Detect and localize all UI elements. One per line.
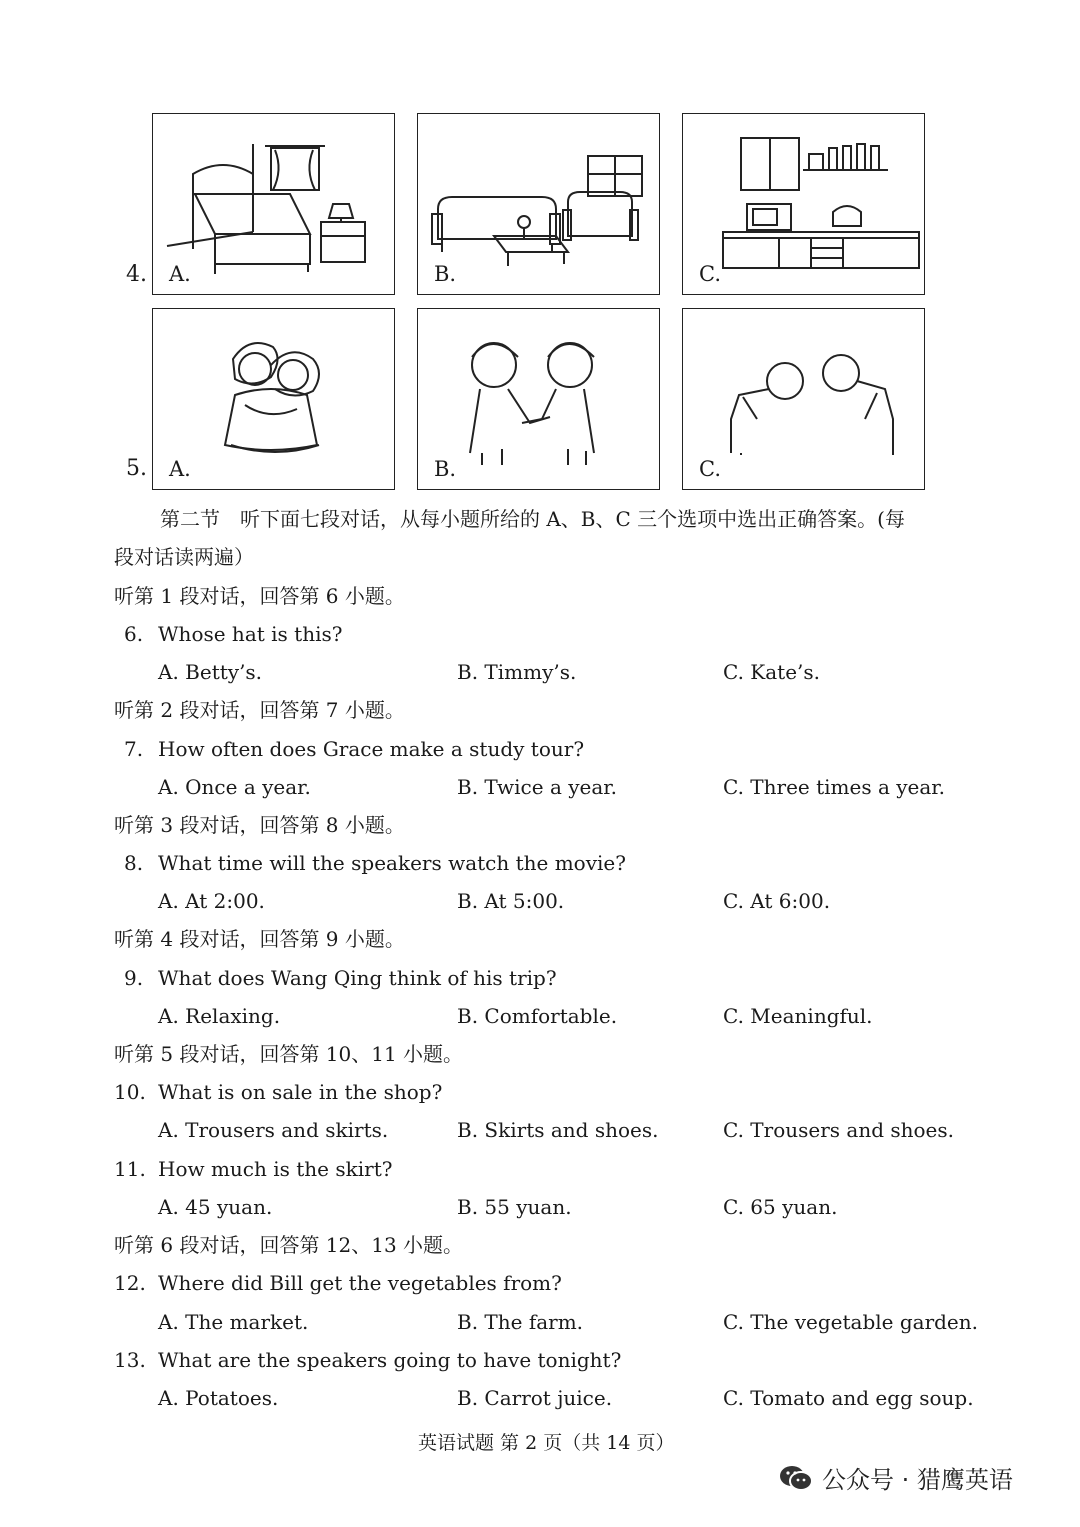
option-a: A. At 2:00.: [158, 889, 265, 913]
dialogue-instruction: 听第 4 段对话，回答第 9 小题。: [114, 927, 405, 951]
option-a: A. Trousers and skirts.: [158, 1118, 389, 1142]
option-label: B.: [434, 457, 457, 481]
question-text: Whose hat is this?: [158, 622, 343, 646]
option-a: A. Betty’s.: [158, 660, 263, 684]
question-number: 11.: [114, 1157, 146, 1181]
option-b: B. Comfortable.: [457, 1004, 618, 1028]
option-b: B. At 5:00.: [457, 889, 565, 913]
section2-instruction-line1: 第二节 听下面七段对话，从每小题所给的 A、B、C 三个选项中选出正确答案。(每: [160, 507, 905, 531]
question-number: 7.: [124, 737, 144, 761]
question-number: 12.: [114, 1271, 146, 1295]
option-a: A. Once a year.: [158, 775, 311, 799]
question-number: 4.: [126, 262, 147, 287]
option-5a-picture: [152, 308, 395, 490]
question-number: 10.: [114, 1080, 146, 1104]
option-b: B. Timmy’s.: [457, 660, 577, 684]
option-b: B. Carrot juice.: [457, 1386, 613, 1410]
option-label: C.: [699, 262, 721, 286]
option-5c-picture: [682, 308, 925, 490]
section2-instruction-line2: 段对话读两遍）: [114, 545, 254, 569]
option-c: C. The vegetable garden.: [723, 1310, 979, 1334]
question-text: What time will the speakers watch the movie?: [158, 851, 626, 875]
option-label: B.: [434, 262, 457, 286]
option-c: C. At 6:00.: [723, 889, 831, 913]
option-c: C. Trousers and shoes.: [723, 1118, 955, 1142]
question-text: How much is the skirt?: [158, 1157, 393, 1181]
option-5b-picture: [417, 308, 660, 490]
option-c: C. Meaningful.: [723, 1004, 873, 1028]
dialogue-instruction: 听第 2 段对话，回答第 7 小题。: [114, 698, 405, 722]
wechat-icon: [778, 1463, 814, 1493]
question-text: Where did Bill get the vegetables from?: [158, 1271, 562, 1295]
question-text: What is on sale in the shop?: [158, 1080, 443, 1104]
option-c: C. Kate’s.: [723, 660, 821, 684]
option-a: A. Relaxing.: [158, 1004, 281, 1028]
dialogue-instruction: 听第 5 段对话，回答第 10、11 小题。: [114, 1042, 464, 1066]
option-a: A. The market.: [158, 1310, 309, 1334]
option-4c-picture: [682, 113, 925, 295]
option-c: C. Three times a year.: [723, 775, 946, 799]
dialogue-instruction: 听第 6 段对话，回答第 12、13 小题。: [114, 1233, 464, 1257]
question-text: What does Wang Qing think of his trip?: [158, 966, 557, 990]
watermark: [778, 1460, 1013, 1495]
question-number: 6.: [124, 622, 144, 646]
option-b: B. 55 yuan.: [457, 1195, 572, 1219]
watermark-text: 公众号 · 猎鹰英语: [822, 1466, 1013, 1494]
option-label: A.: [169, 457, 191, 481]
page-footer: 英语试题 第 2 页（共 14 页）: [418, 1432, 675, 1454]
option-a: A. 45 yuan.: [158, 1195, 273, 1219]
option-c: C. Tomato and egg soup.: [723, 1386, 974, 1410]
option-label: A.: [169, 262, 191, 286]
dialogue-instruction: 听第 1 段对话，回答第 6 小题。: [114, 584, 405, 608]
question-number: 8.: [124, 851, 144, 875]
option-4a-picture: [152, 113, 395, 295]
dialogue-instruction: 听第 3 段对话，回答第 8 小题。: [114, 813, 405, 837]
option-a: A. Potatoes.: [158, 1386, 279, 1410]
option-4b-picture: [417, 113, 660, 295]
option-b: B. The farm.: [457, 1310, 584, 1334]
option-label: C.: [699, 457, 721, 481]
question-text: What are the speakers going to have tonight?: [158, 1348, 622, 1372]
question-text: How often does Grace make a study tour?: [158, 737, 585, 761]
option-c: C. 65 yuan.: [723, 1195, 838, 1219]
question-number: 13.: [114, 1348, 146, 1372]
option-b: B. Skirts and shoes.: [457, 1118, 659, 1142]
option-b: B. Twice a year.: [457, 775, 618, 799]
question-number: 5.: [126, 456, 147, 481]
question-number: 9.: [124, 966, 144, 990]
